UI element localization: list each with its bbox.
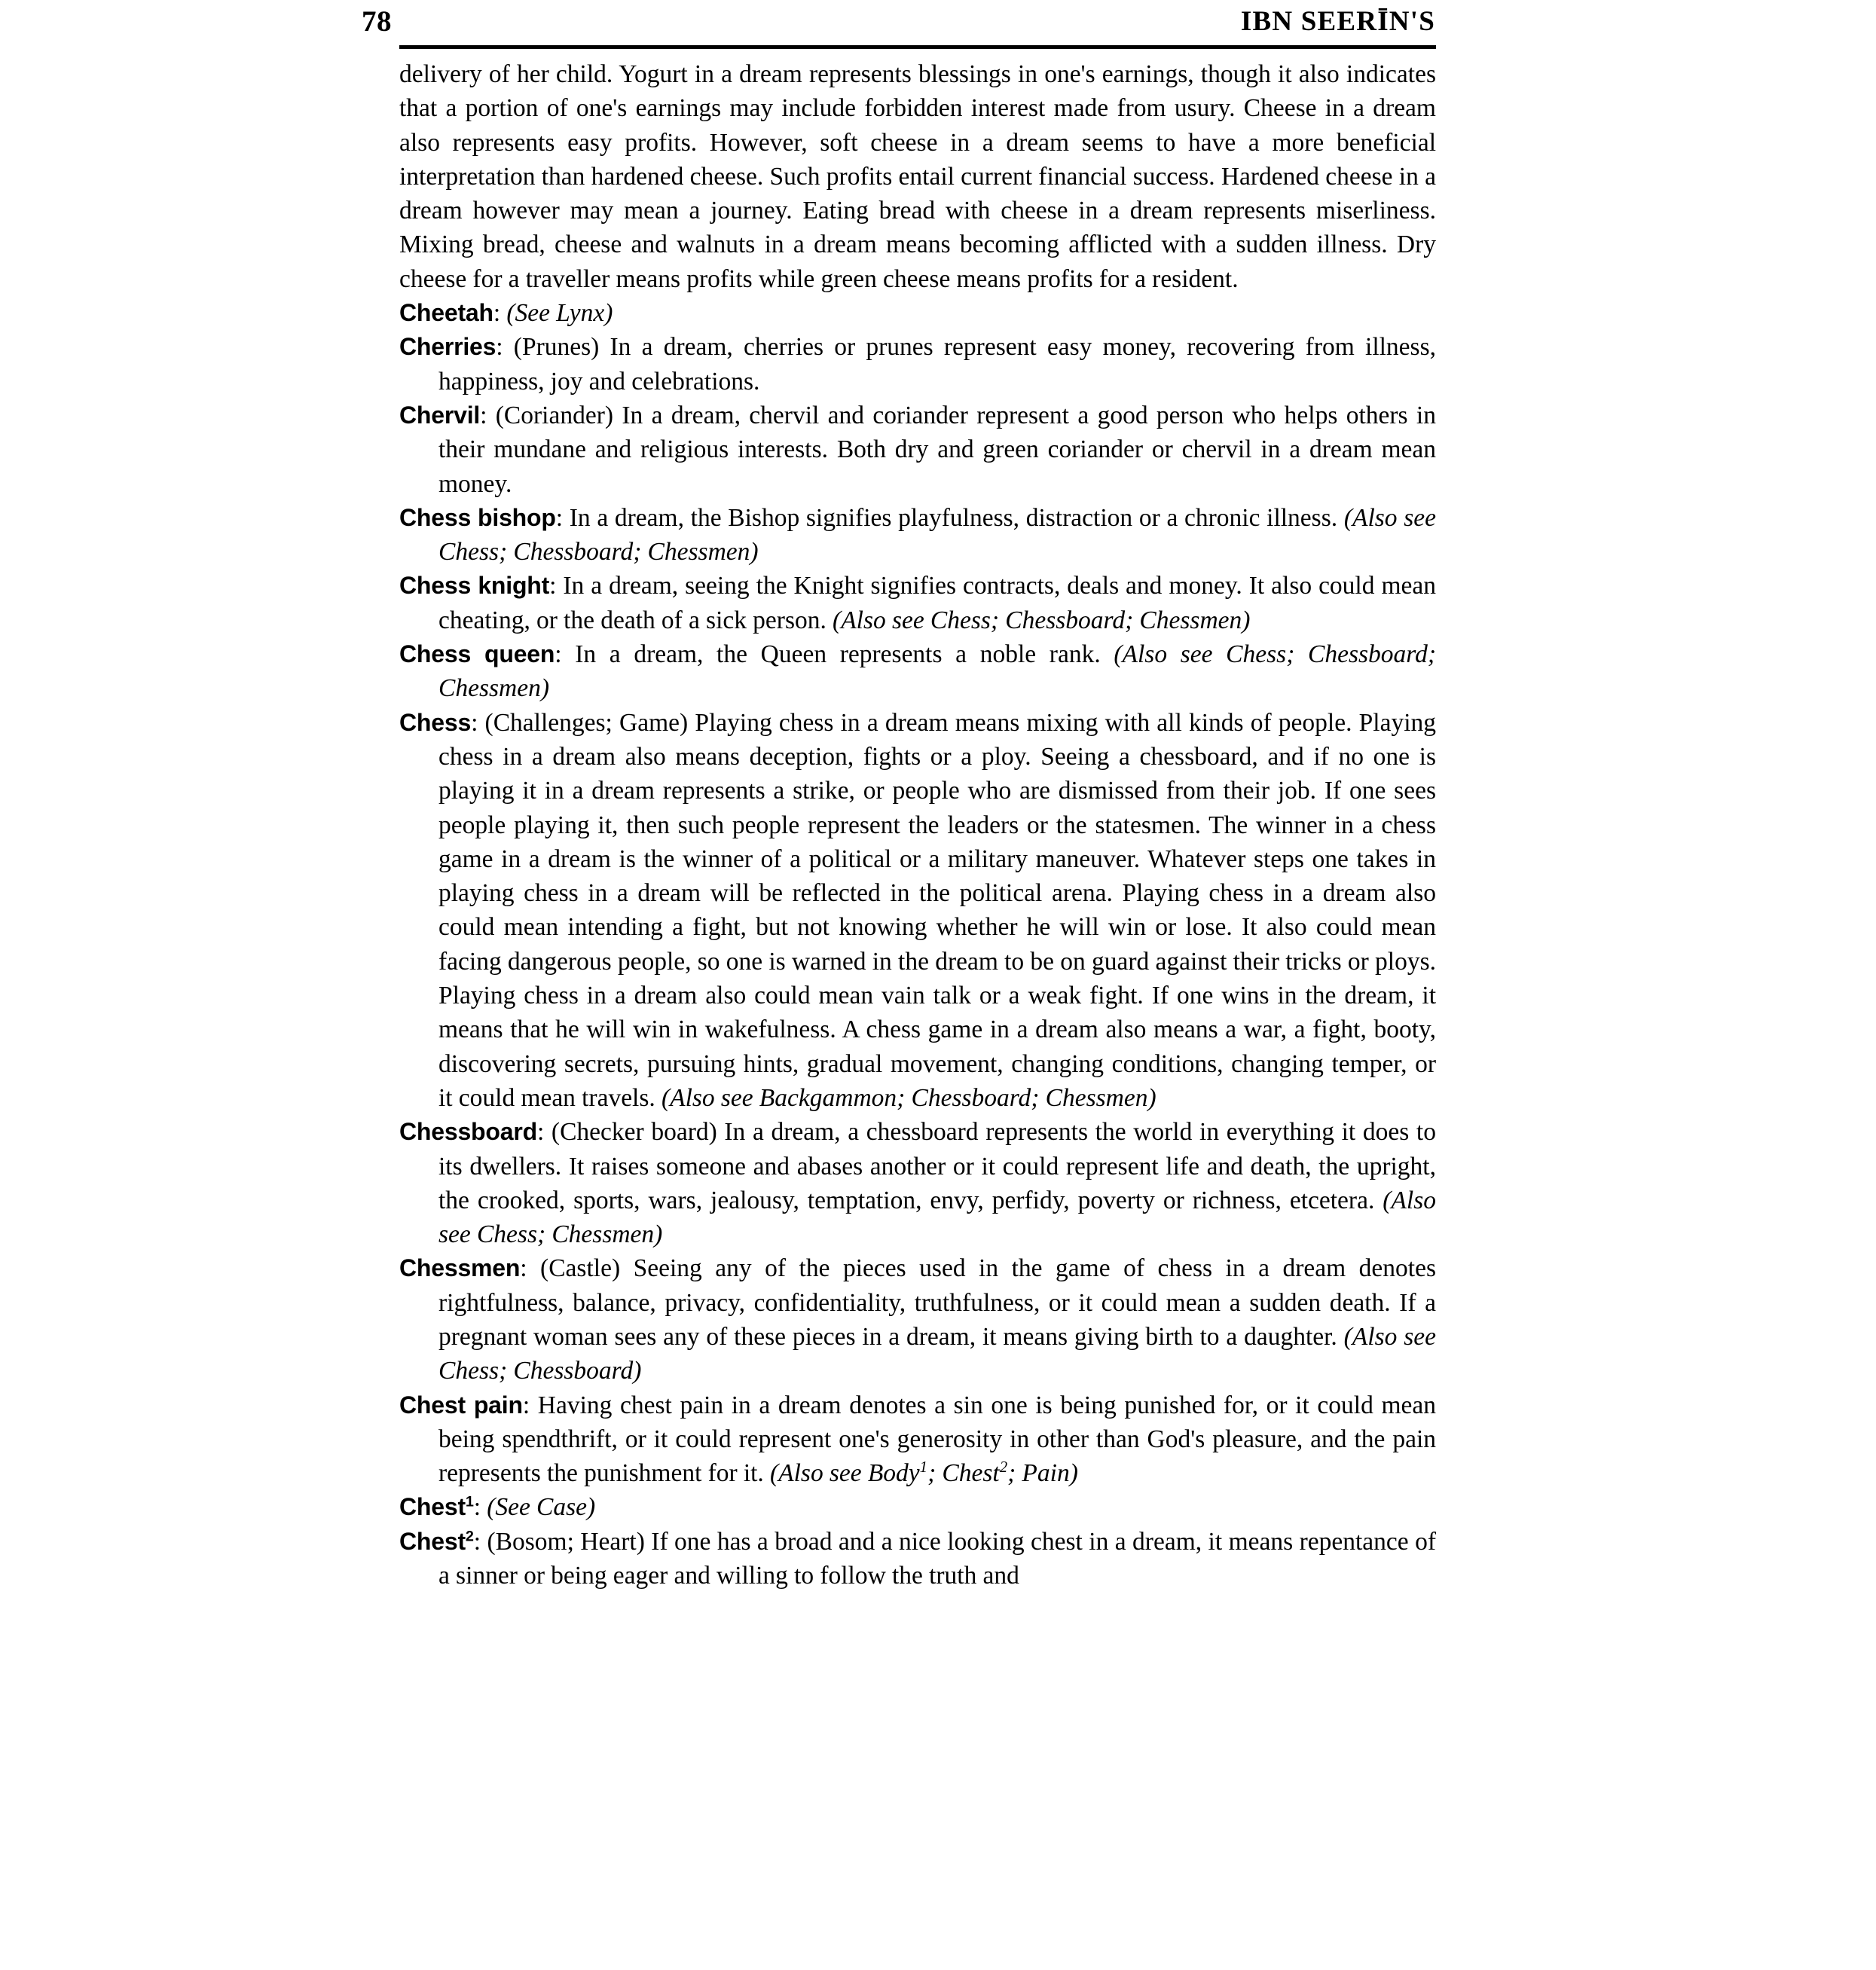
entry-definition: (Castle) Seeing any of the pieces used in the game of chess in a dream denotes rightfulness, balance, privacy, confidentiality, truthfulness, or it could mean a sudden death. If a pregnant woman sees any of these pieces in a dream, it means giving birth to a daughter. (438, 1254, 1436, 1351)
entry-cross-reference: (Also see Chess; Chessboard; Chessmen) (826, 606, 1251, 634)
dictionary-entry (399, 330, 1436, 399)
running-head (362, 5, 1435, 44)
dictionary-entry (399, 501, 1436, 570)
entry-colon: : (473, 1493, 481, 1522)
entry-cross-reference: (Also see Chess; Chessmen) (438, 1186, 1436, 1249)
header-rule (399, 45, 1436, 49)
entry-headword: Chessmen (399, 1254, 521, 1282)
entry-colon: : (549, 572, 557, 600)
entry-cross-reference: (Also see Body$^1$; Chest$^2$; Pain) (763, 1458, 1078, 1488)
entry-list (399, 296, 1436, 1593)
dictionary-entry (399, 1251, 1436, 1388)
entry-headword: Chess (399, 708, 472, 736)
entry-headword: Chest$^2$ (399, 1527, 474, 1555)
book-title: IBN SEERĪN'S (1240, 6, 1435, 37)
entry-definition: In a dream, seeing the Knight signifies contracts, deals and money. It also could mean cheating, or the death of a sick person. (438, 572, 1436, 634)
entry-definition: (Bosom; Heart) If one has a broad and a nice looking chest in a dream, it means repentance of a sinner or being eager and willing to follow the truth and (438, 1527, 1436, 1590)
dictionary-entry (399, 1388, 1436, 1491)
text-column (399, 57, 1436, 1593)
entry-definition: (Challenges; Game) Playing chess in a dream means mixing with all kinds of people. Playing chess in a dream also means deception, fights or a ploy. Seeing a chessboard, and if no one is playing it in a dream represents a strike, or people who are dismissed from their job. If one sees people playing it, then such people represent the leaders or the statesmen. The winner in a chess game in a dream is the winner of a political or a military maneuver. Whatever steps one takes in playing chess in a dream will be reflected in the political arena. Playing chess in a dream also could mean intending a fight, but not knowing whether he will win or lose. It also could mean facing dangerous people, so one is warned in the dream to be on guard against their tricks or ploys. Playing chess in a dream also could mean vain talk or a weak fight. If one wins in the dream, it means that he will win in wakefulness. A chess game in a dream also means a war, a fight, booty, discovering secrets, pursuing hints, gradual movement, changing conditions, changing temper, or it could mean travels. (438, 708, 1436, 1112)
entry-cross-reference: (See Lynx) (500, 299, 613, 328)
entry-definition: (Coriander) In a dream, chervil and coriander represent a good person who helps others in their mundane and religious interests. Both dry and green coriander or chervil in a dream mean money. (438, 401, 1436, 498)
entry-definition: (Prunes) In a dream, cherries or prunes represent easy money, recovering from illness, happiness, joy and celebrations. (438, 333, 1436, 396)
entry-colon: : (480, 401, 487, 429)
dictionary-entry (399, 296, 1436, 330)
dictionary-entry (399, 1525, 1436, 1593)
dictionary-entry (399, 1490, 1436, 1524)
entry-cross-reference: (Also see Chess; Chessboard; Chessmen) (438, 640, 1436, 703)
entry-definition: In a dream, the Bishop signifies playfulness, distraction or a chronic illness. (563, 503, 1338, 532)
entry-colon: : (555, 503, 564, 532)
entry-colon: : (522, 1391, 530, 1419)
page-number: 78 (362, 5, 392, 38)
entry-headword: Chess queen (399, 640, 555, 668)
entry-colon: : (536, 1118, 545, 1147)
dictionary-entry (399, 706, 1436, 1116)
entry-colon: : (555, 640, 562, 669)
entry-cross-reference: (Also see Backgammon; Chessboard; Chessmen) (655, 1083, 1156, 1112)
continued-paragraph: delivery of her child. Yogurt in a dream represents blessings in one's earnings, though it also indicates that a portion of one's earnings may include forbidden interest made from usury. Cheese in a dream also represents easy profits. However, soft cheese in a dream seems to have a more beneficial interpretation than hardened cheese. Such profits entail current financial success. Hardened cheese in a dream however may mean a journey. Eating bread with cheese in a dream represents miserliness. Mixing bread, cheese and walnuts in a dream means becoming afflicted with a sudden illness. Dry cheese for a traveller means profits while green cheese means profits for a resident. (399, 60, 1436, 293)
dictionary-entry (399, 1115, 1436, 1251)
entry-colon: : (471, 708, 478, 737)
entry-headword: Cherries (399, 333, 496, 361)
entry-headword: Chess knight (399, 572, 550, 600)
dictionary-entry (399, 569, 1436, 637)
entry-headword: Chest$^1$ (399, 1493, 474, 1521)
entry-definition: (Checker board) In a dream, a chessboard represents the world in everything it does to its dwellers. It raises someone and abases another or it could represent life and death, the upright, the crooked, sports, wars, jealousy, temptation, envy, perfidy, poverty or richness, etcetera. (438, 1118, 1436, 1214)
entry-headword: Chervil (399, 401, 481, 429)
entry-colon: : (473, 1527, 481, 1556)
entry-definition: Having chest pain in a dream denotes a sin one is being punished for, or it could mean being spendthrift, or it could represent one's generosity in other than God's pleasure, and the pain represents the punishment for it. (438, 1391, 1436, 1488)
entry-cross-reference: (Also see Chess; Chessboard; Chessmen) (438, 503, 1437, 567)
entry-headword: Cheetah (399, 299, 493, 327)
entry-definition: In a dream, the Queen represents a noble rank. (561, 640, 1101, 669)
entry-cross-reference: (Also see Chess; Chessboard) (438, 1322, 1436, 1385)
entry-headword: Chessboard (399, 1118, 537, 1146)
entry-colon: : (496, 333, 503, 362)
entry-colon: : (493, 299, 501, 328)
dictionary-entry (399, 399, 1436, 501)
entry-colon: : (520, 1254, 527, 1283)
entry-headword: Chest pain (399, 1391, 523, 1419)
dictionary-entry (399, 637, 1436, 706)
entry-cross-reference: (See Case) (481, 1493, 596, 1522)
entry-headword: Chess bishop (399, 503, 556, 531)
